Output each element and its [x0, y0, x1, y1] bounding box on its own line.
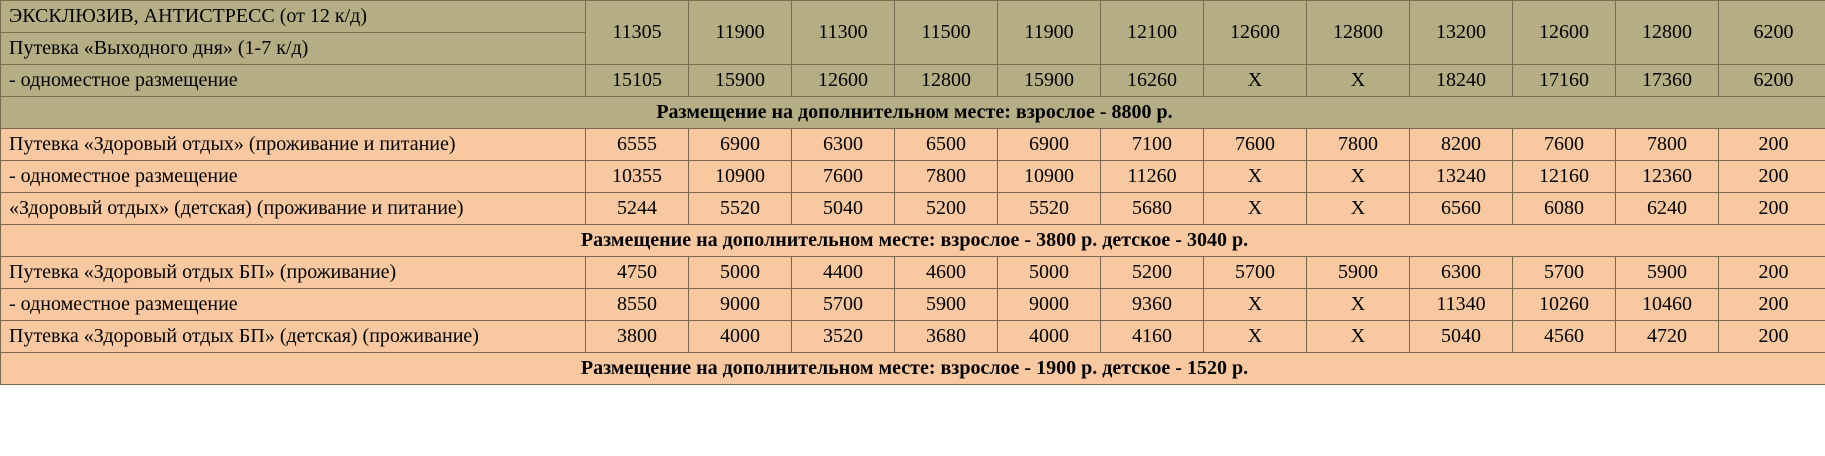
cell-exclusive-c9: 13200 — [1410, 1, 1513, 65]
cell-single2-c12: 200 — [1719, 161, 1825, 193]
cell-bp-c11: 5900 — [1616, 257, 1719, 289]
cell-bpd-c7: X — [1204, 321, 1307, 353]
cell-single3-c7: X — [1204, 289, 1307, 321]
cell-zo-c9: 8200 — [1410, 129, 1513, 161]
cell-single2-c10: 12160 — [1513, 161, 1616, 193]
cell-single1-c11: 17360 — [1616, 65, 1719, 97]
cell-exclusive-c12: 6200 — [1719, 1, 1825, 65]
cell-zo-c8: 7800 — [1307, 129, 1410, 161]
cell-bp-c5: 5000 — [998, 257, 1101, 289]
row-label-single-2: - одноместное размещение — [1, 161, 586, 193]
cell-exclusive-c5: 11900 — [998, 1, 1101, 65]
cell-zod-c2: 5520 — [689, 193, 792, 225]
cell-zod-c9: 6560 — [1410, 193, 1513, 225]
cell-bp-c9: 6300 — [1410, 257, 1513, 289]
cell-single2-c5: 10900 — [998, 161, 1101, 193]
cell-single1-c2: 15900 — [689, 65, 792, 97]
cell-zod-c12: 200 — [1719, 193, 1825, 225]
cell-single2-c3: 7600 — [792, 161, 895, 193]
cell-bp-c10: 5700 — [1513, 257, 1616, 289]
cell-bpd-c2: 4000 — [689, 321, 792, 353]
cell-single3-c9: 11340 — [1410, 289, 1513, 321]
cell-bp-c2: 5000 — [689, 257, 792, 289]
cell-zod-c4: 5200 — [895, 193, 998, 225]
cell-zod-c1: 5244 — [586, 193, 689, 225]
row-label-single-1: - одноместное размещение — [1, 65, 586, 97]
cell-zo-c1: 6555 — [586, 129, 689, 161]
cell-single3-c3: 5700 — [792, 289, 895, 321]
table-row — [1, 257, 1825, 289]
cell-exclusive-c11: 12800 — [1616, 1, 1719, 65]
cell-zo-c4: 6500 — [895, 129, 998, 161]
row-label-zdorovyi-otdyh: Путевка «Здоровый отдых» (проживание и питание) — [1, 129, 586, 161]
cell-zod-c10: 6080 — [1513, 193, 1616, 225]
cell-zo-c3: 6300 — [792, 129, 895, 161]
cell-single3-c11: 10460 — [1616, 289, 1719, 321]
cell-zod-c8: X — [1307, 193, 1410, 225]
cell-bpd-c9: 5040 — [1410, 321, 1513, 353]
cell-single1-c6: 16260 — [1101, 65, 1204, 97]
table-row — [1, 193, 1825, 225]
cell-bp-c12: 200 — [1719, 257, 1825, 289]
cell-single2-c8: X — [1307, 161, 1410, 193]
cell-zod-c3: 5040 — [792, 193, 895, 225]
cell-zo-c11: 7800 — [1616, 129, 1719, 161]
cell-single3-c8: X — [1307, 289, 1410, 321]
cell-bpd-c3: 3520 — [792, 321, 895, 353]
cell-single3-c10: 10260 — [1513, 289, 1616, 321]
cell-single2-c2: 10900 — [689, 161, 792, 193]
row-label-vyhodnogo-dnya: Путевка «Выходного дня» (1-7 к/д) — [1, 33, 586, 65]
cell-single3-c4: 5900 — [895, 289, 998, 321]
cell-zod-c5: 5520 — [998, 193, 1101, 225]
cell-bpd-c4: 3680 — [895, 321, 998, 353]
cell-exclusive-c1: 11305 — [586, 1, 689, 65]
table-row — [1, 161, 1825, 193]
table-row — [1, 129, 1825, 161]
cell-single3-c1: 8550 — [586, 289, 689, 321]
cell-single3-c12: 200 — [1719, 289, 1825, 321]
cell-bpd-c11: 4720 — [1616, 321, 1719, 353]
cell-bpd-c8: X — [1307, 321, 1410, 353]
cell-bp-c4: 4600 — [895, 257, 998, 289]
cell-bp-c3: 4400 — [792, 257, 895, 289]
row-label-bp: Путевка «Здоровый отдых БП» (проживание) — [1, 257, 586, 289]
banner-extra-bed-1: Размещение на дополнительном месте: взрослое - 8800 р. — [1, 97, 1825, 129]
cell-bp-c1: 4750 — [586, 257, 689, 289]
table-row — [1, 289, 1825, 321]
cell-zo-c6: 7100 — [1101, 129, 1204, 161]
cell-zo-c12: 200 — [1719, 129, 1825, 161]
cell-single2-c11: 12360 — [1616, 161, 1719, 193]
cell-exclusive-c7: 12600 — [1204, 1, 1307, 65]
cell-bpd-c1: 3800 — [586, 321, 689, 353]
cell-single1-c3: 12600 — [792, 65, 895, 97]
cell-zo-c2: 6900 — [689, 129, 792, 161]
cell-exclusive-c10: 12600 — [1513, 1, 1616, 65]
cell-zo-c5: 6900 — [998, 129, 1101, 161]
table-row — [1, 225, 1825, 257]
cell-single1-c10: 17160 — [1513, 65, 1616, 97]
cell-single2-c1: 10355 — [586, 161, 689, 193]
cell-zo-c7: 7600 — [1204, 129, 1307, 161]
cell-zod-c7: X — [1204, 193, 1307, 225]
cell-exclusive-c2: 11900 — [689, 1, 792, 65]
cell-single3-c2: 9000 — [689, 289, 792, 321]
cell-single2-c4: 7800 — [895, 161, 998, 193]
cell-bp-c8: 5900 — [1307, 257, 1410, 289]
cell-exclusive-c4: 11500 — [895, 1, 998, 65]
cell-single3-c5: 9000 — [998, 289, 1101, 321]
cell-single1-c4: 12800 — [895, 65, 998, 97]
cell-bp-c7: 5700 — [1204, 257, 1307, 289]
table-row — [1, 97, 1825, 129]
price-table-body — [1, 1, 1825, 385]
cell-exclusive-c8: 12800 — [1307, 1, 1410, 65]
cell-zo-c10: 7600 — [1513, 129, 1616, 161]
cell-single2-c9: 13240 — [1410, 161, 1513, 193]
cell-single2-c6: 11260 — [1101, 161, 1204, 193]
cell-bpd-c6: 4160 — [1101, 321, 1204, 353]
cell-single2-c7: X — [1204, 161, 1307, 193]
cell-single1-c5: 15900 — [998, 65, 1101, 97]
cell-bpd-c12: 200 — [1719, 321, 1825, 353]
row-label-single-3: - одноместное размещение — [1, 289, 586, 321]
banner-extra-bed-2: Размещение на дополнительном месте: взрослое - 3800 р. детское - 3040 р. — [1, 225, 1825, 257]
cell-single1-c7: X — [1204, 65, 1307, 97]
table-row — [1, 1, 1825, 33]
row-label-exclusive: ЭКСКЛЮЗИВ, АНТИСТРЕСС (от 12 к/д) — [1, 1, 586, 33]
cell-exclusive-c6: 12100 — [1101, 1, 1204, 65]
table-row — [1, 65, 1825, 97]
banner-extra-bed-3: Размещение на дополнительном месте: взрослое - 1900 р. детское - 1520 р. — [1, 353, 1825, 385]
cell-single1-c12: 6200 — [1719, 65, 1825, 97]
cell-zod-c6: 5680 — [1101, 193, 1204, 225]
cell-bpd-c10: 4560 — [1513, 321, 1616, 353]
cell-single3-c6: 9360 — [1101, 289, 1204, 321]
cell-bp-c6: 5200 — [1101, 257, 1204, 289]
table-row — [1, 353, 1825, 385]
cell-zod-c11: 6240 — [1616, 193, 1719, 225]
table-row — [1, 321, 1825, 353]
row-label-bp-detskaya: Путевка «Здоровый отдых БП» (детская) (проживание) — [1, 321, 586, 353]
cell-exclusive-c3: 11300 — [792, 1, 895, 65]
row-label-zdorovyi-detskaya: «Здоровый отдых» (детская) (проживание и питание) — [1, 193, 586, 225]
cell-single1-c9: 18240 — [1410, 65, 1513, 97]
cell-single1-c8: X — [1307, 65, 1410, 97]
cell-bpd-c5: 4000 — [998, 321, 1101, 353]
cell-single1-c1: 15105 — [586, 65, 689, 97]
